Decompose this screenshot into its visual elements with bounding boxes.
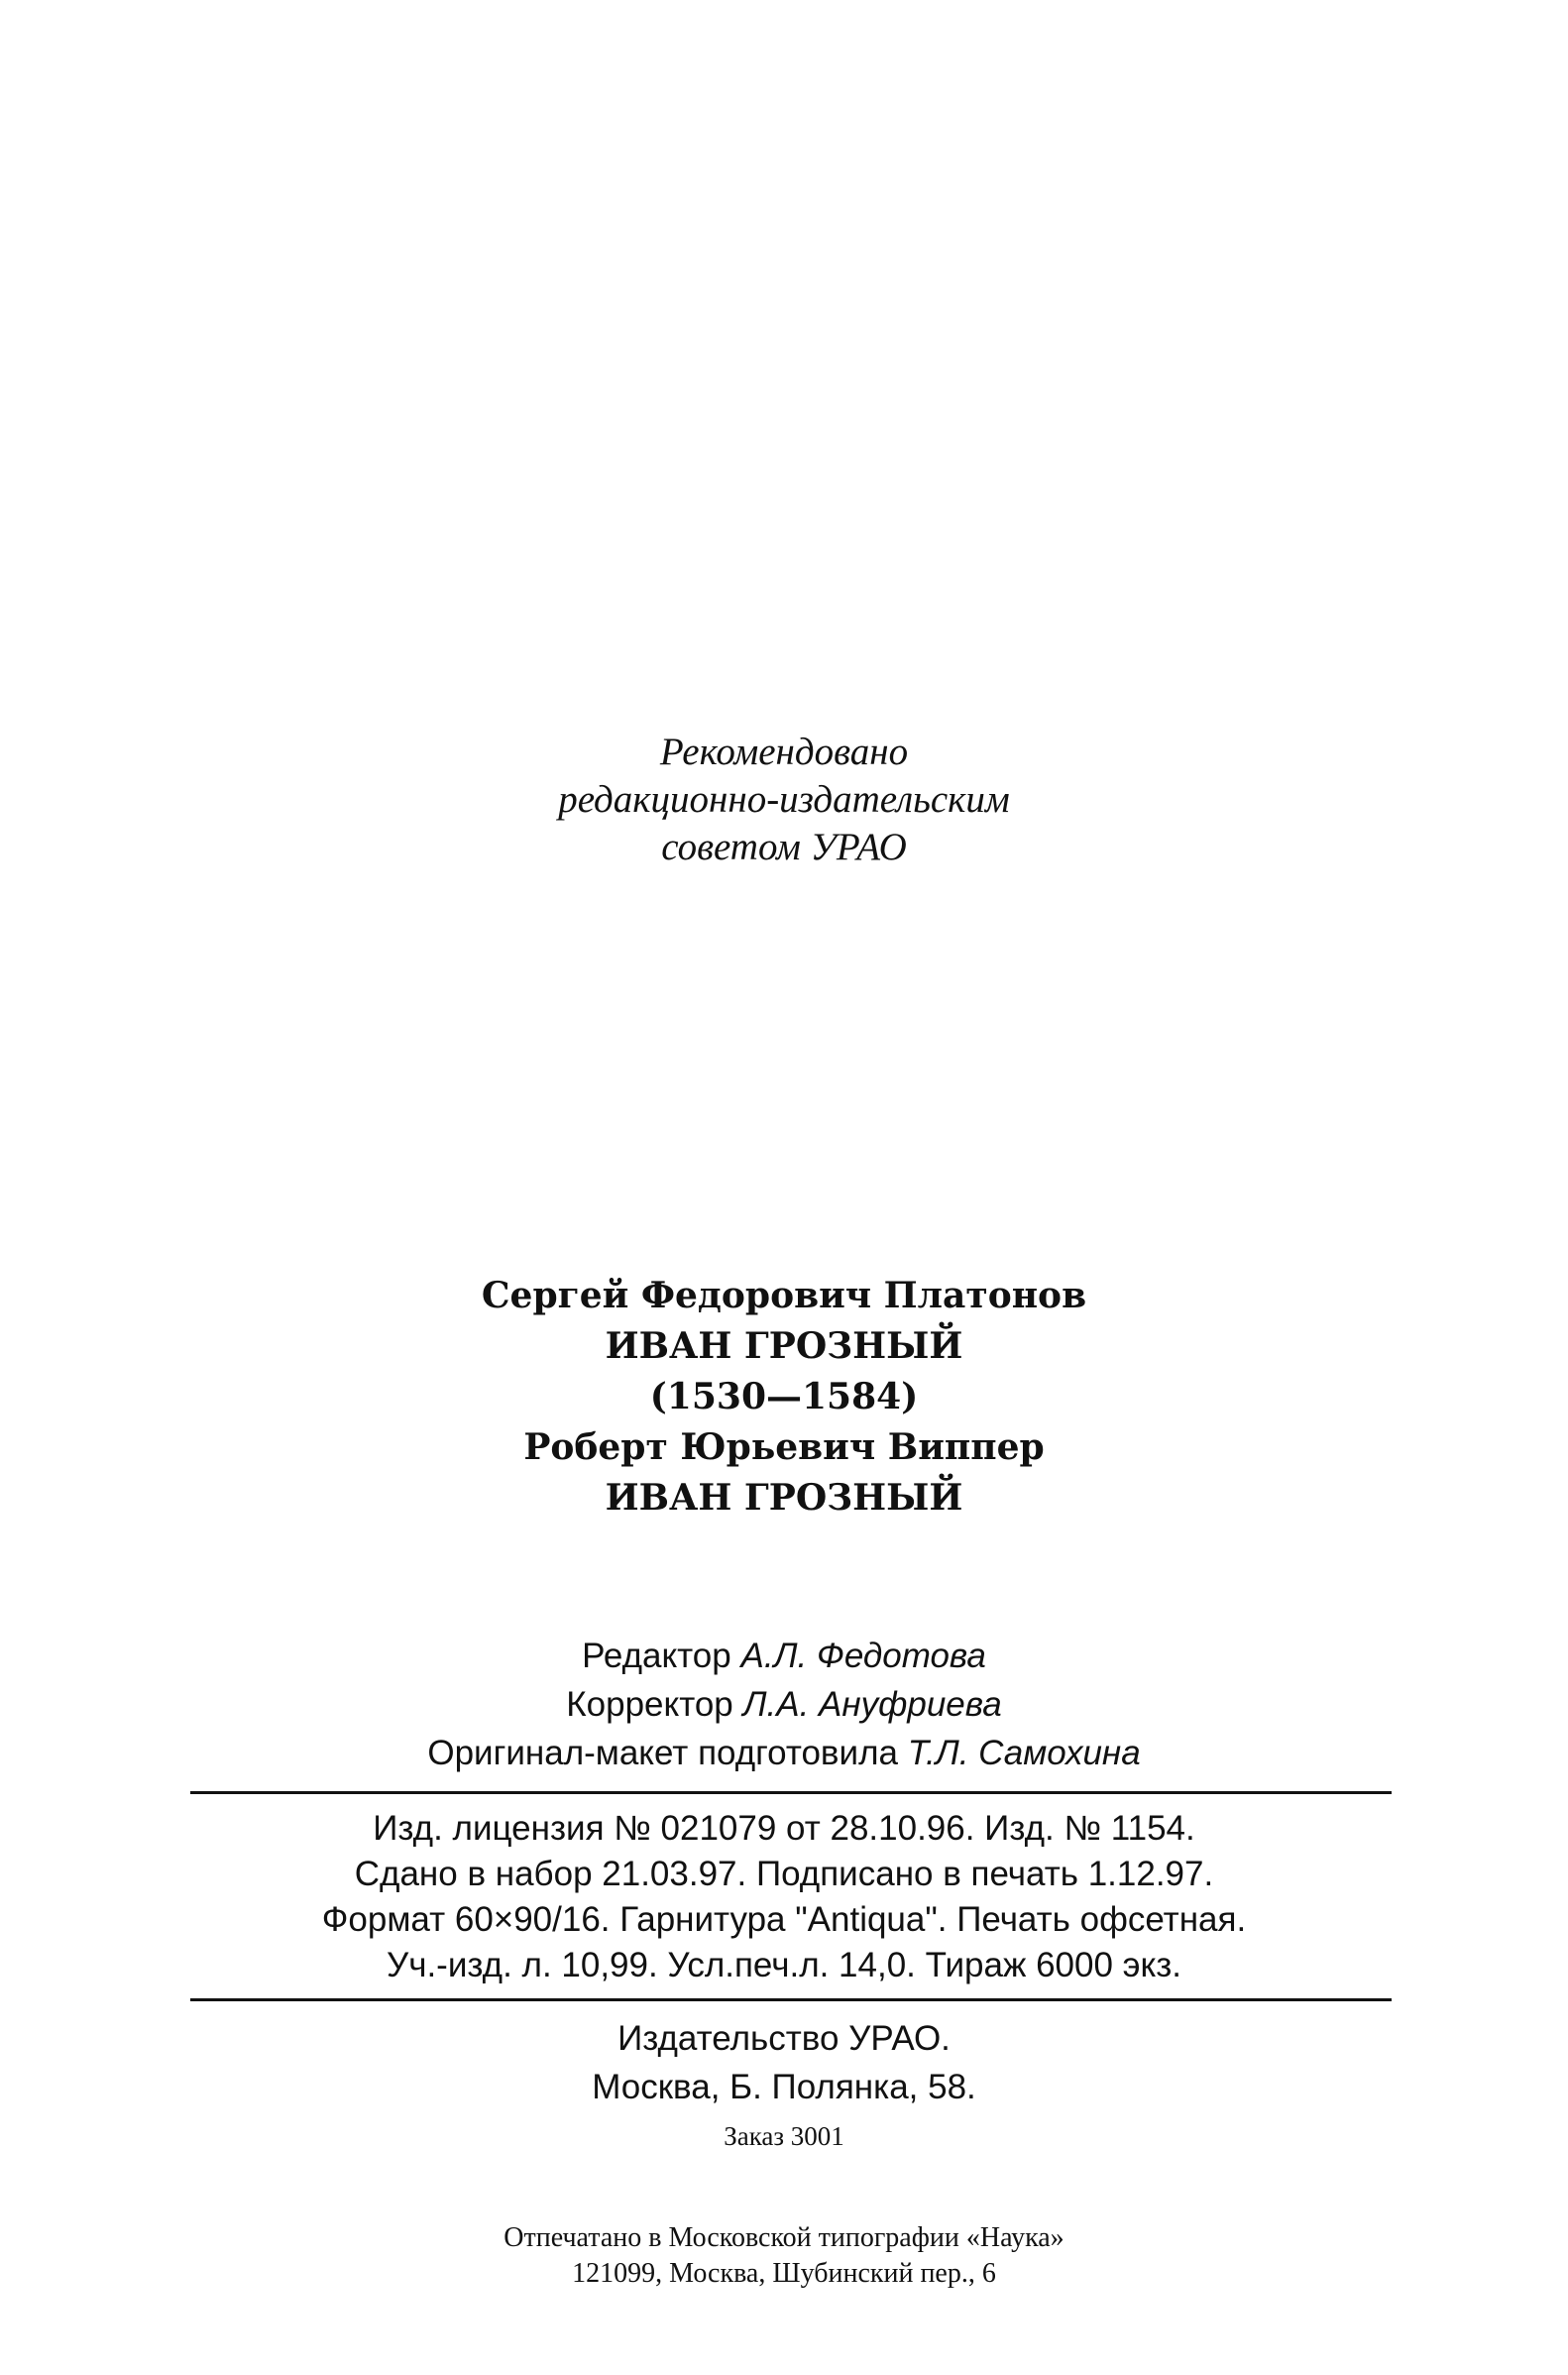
divider-top (190, 1791, 1392, 1794)
license-line: Сдано в набор 21.03.97. Подписано в печать 1.12.97. (354, 1855, 1214, 1893)
printer-line-1: Отпечатано в Московской типографии «Наука» (504, 2222, 1064, 2253)
divider-bottom (190, 1998, 1392, 2001)
book-titles (0, 1271, 1568, 1524)
recommendation-line: редакционно-издательским (558, 778, 1010, 821)
layout-line (0, 1729, 1568, 1777)
printer-line-2: 121099, Москва, Шубинский пер., 6 (572, 2258, 996, 2289)
printer-info (0, 2220, 1568, 2292)
license-line: Уч.-изд. л. 10,99. Усл.печ.л. 14,0. Тираж 6000 экз. (386, 1946, 1182, 1984)
editorial-staff (0, 1632, 1568, 1777)
editor-name: А.Л. Федотова (740, 1637, 986, 1675)
title-2: ИВАН ГРОЗНЫЙ (605, 1477, 963, 1519)
license-data (0, 1806, 1568, 1988)
publisher-name: Издательство УРАО. (617, 2019, 951, 2058)
layout-name: Т.Л. Самохина (907, 1734, 1141, 1772)
title-1: ИВАН ГРОЗНЫЙ (605, 1325, 963, 1367)
license-line: Формат 60×90/16. Гарнитура "Antiqua". Печать офсетная. (321, 1900, 1247, 1939)
recommendation-line: Рекомендовано (659, 731, 909, 773)
recommendation-line: советом УРАО (661, 826, 907, 868)
corrector-line (0, 1680, 1568, 1729)
order-text: Заказ 3001 (724, 2121, 844, 2151)
editor-label: Редактор (582, 1637, 731, 1675)
publisher-address: Москва, Б. Полянка, 58. (592, 2068, 976, 2106)
title-1-years: (1530—1584) (649, 1376, 919, 1417)
order-number (0, 2119, 1568, 2153)
license-line: Изд. лицензия № 021079 от 28.10.96. Изд. № 1154. (373, 1809, 1195, 1848)
author-2: Роберт Юрьевич Виппер (523, 1426, 1045, 1468)
editor-line (0, 1632, 1568, 1680)
publisher-info (0, 2014, 1568, 2111)
author-1: Сергей Федорович Платонов (481, 1275, 1087, 1316)
corrector-label: Корректор (566, 1685, 733, 1724)
layout-label: Оригинал-макет подготовила (427, 1734, 898, 1772)
corrector-name: Л.А. Ануфриева (742, 1685, 1002, 1724)
recommendation-note (0, 729, 1568, 871)
